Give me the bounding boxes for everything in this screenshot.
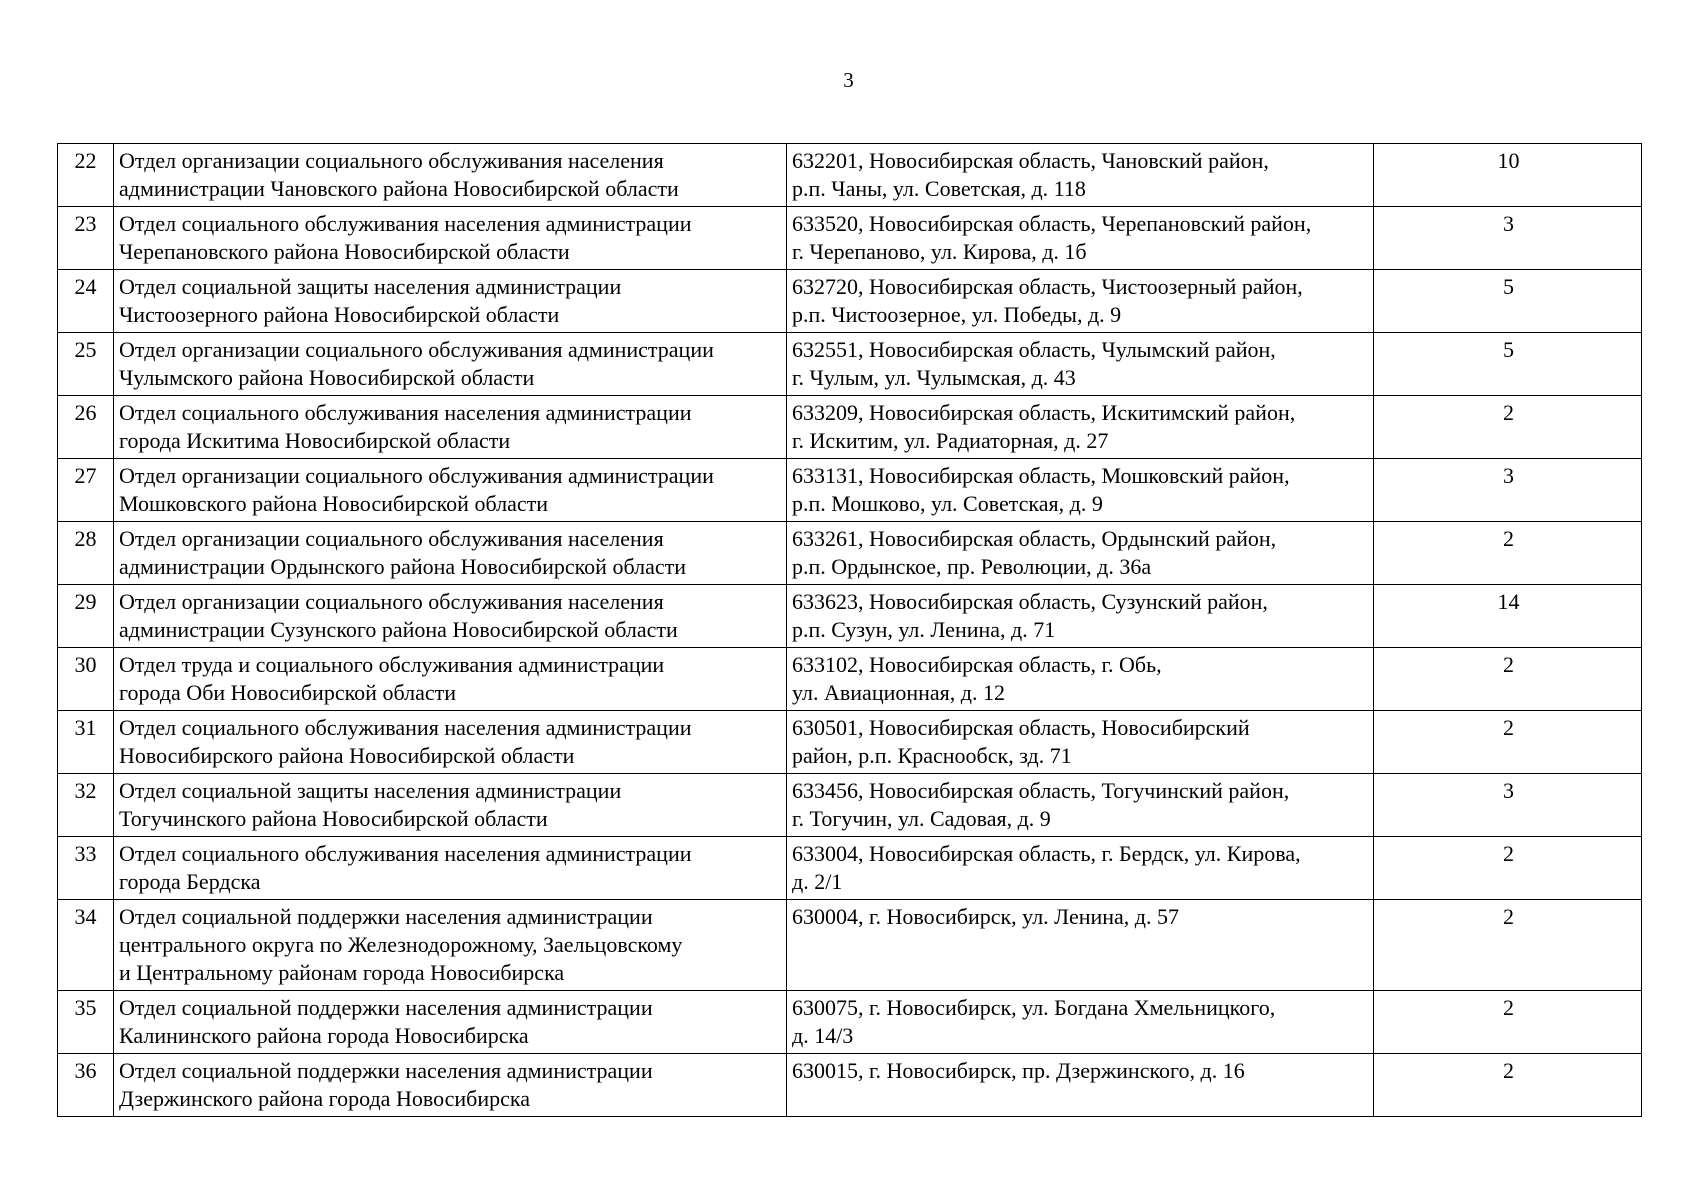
institution-name-line: Отдел социального обслуживания населения администрации [119,715,692,740]
page-number: 3 [843,68,854,92]
quantity-cell: 2 [1374,900,1642,991]
institution-name-cell [114,711,787,774]
row-number-cell: 33 [58,837,114,900]
row-number-cell: 22 [58,144,114,207]
institution-name-line: администрации Сузунского района Новосибирской области [119,617,678,642]
institution-name-cell [114,774,787,837]
address-line: 632720, Новосибирская область, Чистоозерный район, [792,274,1303,299]
row-number-cell: 31 [58,711,114,774]
quantity-cell: 2 [1374,396,1642,459]
address-line: 632201, Новосибирская область, Чановский район, [792,148,1269,173]
address-line: ул. Авиационная, д. 12 [792,680,1005,705]
table-row [58,585,1642,648]
institution-name-cell [114,522,787,585]
address-line: район, р.п. Краснообск, зд. 71 [792,743,1072,768]
institution-name-line: Отдел социальной поддержки населения администрации [119,1058,653,1083]
row-number-cell: 36 [58,1054,114,1117]
address-line: р.п. Ордынское, пр. Революции, д. 36а [792,554,1152,579]
quantity-cell: 2 [1374,1054,1642,1117]
address-cell [787,900,1374,991]
table-row [58,711,1642,774]
institution-name-line: города Бердска [119,869,261,894]
table-body [58,144,1642,1117]
address-line: 630004, г. Новосибирск, ул. Ленина, д. 57 [792,904,1179,929]
table-row [58,991,1642,1054]
institution-name-line: Отдел социальной защиты населения администрации [119,274,622,299]
table-row [58,774,1642,837]
institution-name-line: Отдел организации социального обслуживания администрации [119,463,714,488]
address-line: 633004, Новосибирская область, г. Бердск, ул. Кирова, [792,841,1301,866]
address-line: 630501, Новосибирская область, Новосибирский [792,715,1250,740]
institution-name-cell [114,333,787,396]
row-number-cell: 25 [58,333,114,396]
institution-name-cell [114,585,787,648]
address-line: 633520, Новосибирская область, Черепановский район, [792,211,1312,236]
institution-name-line: Отдел социальной поддержки населения администрации [119,904,653,929]
address-line: г. Искитим, ул. Радиаторная, д. 27 [792,428,1109,453]
row-number-cell: 30 [58,648,114,711]
row-number-cell: 32 [58,774,114,837]
institution-name-line: Отдел организации социального обслуживания населения [119,148,664,173]
quantity-cell: 2 [1374,648,1642,711]
institution-name-line: Калининского района города Новосибирска [119,1023,529,1048]
institution-name-line: Чулымского района Новосибирской области [119,365,535,390]
quantity-cell: 3 [1374,774,1642,837]
institution-name-line: администрации Чановского района Новосибирской области [119,176,679,201]
institution-name-line: города Оби Новосибирской области [119,680,456,705]
row-number-cell: 34 [58,900,114,991]
address-cell [787,207,1374,270]
address-cell [787,1054,1374,1117]
address-cell [787,459,1374,522]
address-cell [787,144,1374,207]
quantity-cell: 5 [1374,333,1642,396]
address-cell [787,333,1374,396]
address-cell [787,270,1374,333]
table-row [58,207,1642,270]
row-number-cell: 27 [58,459,114,522]
institution-name-cell [114,459,787,522]
institution-name-cell [114,270,787,333]
institution-name-cell [114,900,787,991]
quantity-cell: 2 [1374,522,1642,585]
table-row [58,333,1642,396]
institution-name-cell [114,837,787,900]
quantity-cell: 3 [1374,459,1642,522]
quantity-cell: 2 [1374,711,1642,774]
table-row [58,144,1642,207]
quantity-cell: 5 [1374,270,1642,333]
address-line: 630075, г. Новосибирск, ул. Богдана Хмельницкого, [792,995,1276,1020]
address-line: 633209, Новосибирская область, Искитимский район, [792,400,1296,425]
institution-name-line: Новосибирского района Новосибирской области [119,743,575,768]
row-number-cell: 23 [58,207,114,270]
row-number-cell: 28 [58,522,114,585]
row-number-cell: 24 [58,270,114,333]
address-line: г. Черепаново, ул. Кирова, д. 1б [792,239,1087,264]
address-cell [787,585,1374,648]
institution-name-line: города Искитима Новосибирской области [119,428,511,453]
address-cell [787,396,1374,459]
table-row [58,648,1642,711]
address-line: р.п. Мошково, ул. Советская, д. 9 [792,491,1103,516]
address-line: 630015, г. Новосибирск, пр. Дзержинского, д. 16 [792,1058,1245,1083]
quantity-cell: 2 [1374,991,1642,1054]
address-line: 633623, Новосибирская область, Сузунский район, [792,589,1268,614]
institution-name-cell [114,1054,787,1117]
institution-name-line: и Центральному районам города Новосибирска [119,960,565,985]
institution-name-cell [114,144,787,207]
institution-name-line: центрального округа по Железнодорожному, Заельцовскому [119,932,683,957]
institution-name-line: Черепановского района Новосибирской области [119,239,570,264]
address-line: р.п. Чаны, ул. Советская, д. 118 [792,176,1086,201]
table-row [58,1054,1642,1117]
row-number-cell: 29 [58,585,114,648]
address-line: 633102, Новосибирская область, г. Обь, [792,652,1162,677]
quantity-cell: 3 [1374,207,1642,270]
address-cell [787,991,1374,1054]
institution-name-line: Отдел социальной поддержки населения администрации [119,995,653,1020]
table-row [58,900,1642,991]
institution-name-cell [114,207,787,270]
address-line: 632551, Новосибирская область, Чулымский район, [792,337,1276,362]
institutions-table [57,143,1642,1117]
address-line: д. 2/1 [792,869,843,894]
institution-name-line: администрации Ордынского района Новосибирской области [119,554,686,579]
institution-name-line: Дзержинского района города Новосибирска [119,1086,531,1111]
institution-name-line: Отдел социального обслуживания населения администрации [119,841,692,866]
table-row [58,270,1642,333]
institution-name-line: Тогучинского района Новосибирской области [119,806,548,831]
address-cell [787,648,1374,711]
address-line: г. Тогучин, ул. Садовая, д. 9 [792,806,1051,831]
quantity-cell: 2 [1374,837,1642,900]
table-row [58,459,1642,522]
institution-name-line: Чистоозерного района Новосибирской области [119,302,560,327]
institution-name-line: Отдел социального обслуживания населения администрации [119,211,692,236]
address-cell [787,774,1374,837]
institution-name-line: Отдел организации социального обслуживания населения [119,589,664,614]
institution-name-line: Отдел социальной защиты населения администрации [119,778,622,803]
table-row [58,522,1642,585]
quantity-cell: 10 [1374,144,1642,207]
quantity-cell: 14 [1374,585,1642,648]
table-row [58,396,1642,459]
address-line: д. 14/3 [792,1023,854,1048]
institution-name-line: Отдел труда и социального обслуживания администрации [119,652,665,677]
row-number-cell: 35 [58,991,114,1054]
institution-name-cell [114,991,787,1054]
address-cell [787,711,1374,774]
institution-name-line: Отдел организации социального обслуживания населения [119,526,664,551]
address-line: г. Чулым, ул. Чулымская, д. 43 [792,365,1076,390]
institution-name-line: Мошковского района Новосибирской области [119,491,548,516]
institution-name-cell [114,396,787,459]
address-line: р.п. Сузун, ул. Ленина, д. 71 [792,617,1056,642]
address-line: 633456, Новосибирская область, Тогучинский район, [792,778,1290,803]
address-line: р.п. Чистоозерное, ул. Победы, д. 9 [792,302,1122,327]
institution-name-line: Отдел организации социального обслуживания администрации [119,337,714,362]
institution-name-line: Отдел социального обслуживания населения администрации [119,400,692,425]
row-number-cell: 26 [58,396,114,459]
address-line: 633131, Новосибирская область, Мошковский район, [792,463,1290,488]
address-cell [787,837,1374,900]
table-row [58,837,1642,900]
institution-name-cell [114,648,787,711]
address-cell [787,522,1374,585]
address-line: 633261, Новосибирская область, Ордынский район, [792,526,1277,551]
